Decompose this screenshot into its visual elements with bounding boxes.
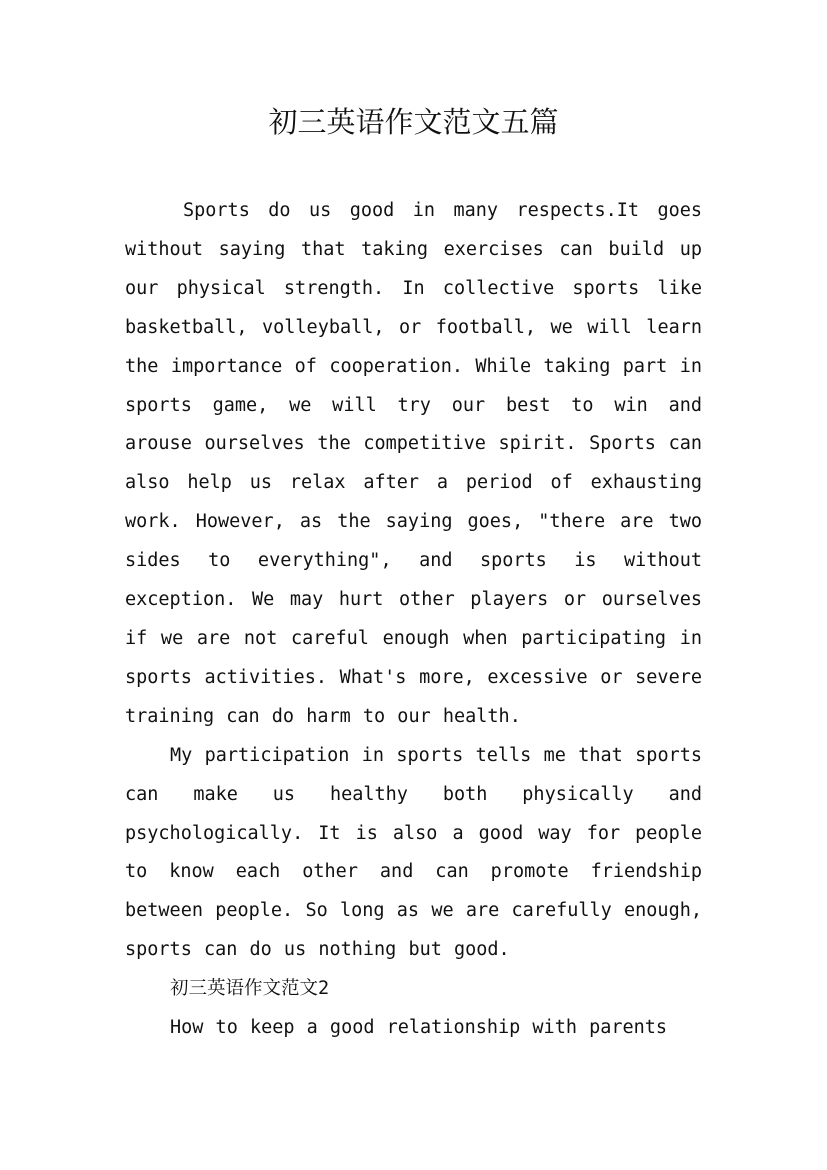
document-body	[125, 192, 702, 1048]
paragraph-2: My participation in sports tells me that sports can make us healthy both physically and psychologically. It is also a good way for people to know each other and can promote friendship between people. So long as we are carefully enough, sports can do us nothing but good.	[125, 744, 702, 961]
document-title: 初三英语作文范文五篇	[268, 105, 559, 139]
essay-title: How to keep a good relationship with parents	[170, 1017, 668, 1039]
section-heading: 初三英语作文范文2	[170, 978, 330, 1000]
paragraph-1: Sports do us good in many respects.It goes without saying that taking exercises can build up our physical strength. In collective sports like basketball, volleyball, or football, we will learn the importance of cooperation. While taking part in sports game, we will try our best to win and arouse ourselves the competitive spirit. Sports can also help us relax after a period of exhausting work. However, as the saying goes, "there are two sides to everything", and sports is without exception. We may hurt other players or ourselves if we are not careful enough when participating in sports activities. What's more, excessive or severe training can do harm to our health.	[125, 200, 702, 727]
